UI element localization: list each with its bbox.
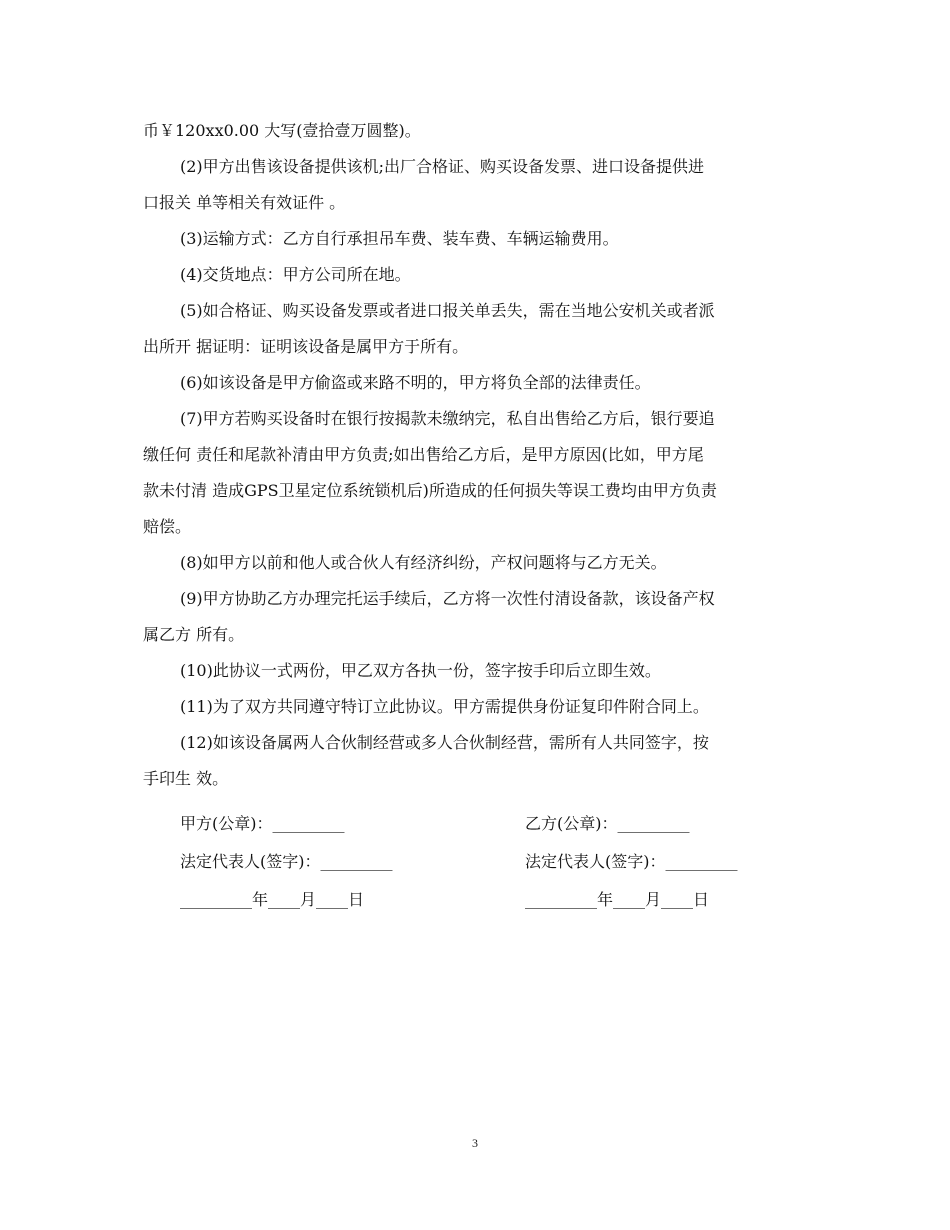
party-b-representative: 法定代表人(签字)：_________ <box>525 852 738 871</box>
party-b-seal: 乙方(公章)：_________ <box>525 814 690 833</box>
party-a-date: _________年____月____日 <box>180 890 365 909</box>
body-line: 币￥120xx0.00 大写(壹拾壹万圆整)。 <box>143 121 421 140</box>
contract-body <box>143 113 808 797</box>
body-line: 口报关 单等相关有效证件 。 <box>143 193 346 212</box>
party-a-representative: 法定代表人(签字)：_________ <box>180 852 393 871</box>
body-line: (11)为了双方共同遵守特订立此协议。甲方需提供身份证复印件附合同上。 <box>180 697 709 716</box>
body-line: (8)如甲方以前和他人或合伙人有经济纠纷，产权问题将与乙方无关。 <box>180 553 667 572</box>
body-line: (9)甲方协助乙方办理完托运手续后，乙方将一次性付清设备款，该设备产权 <box>180 589 715 608</box>
party-a-seal: 甲方(公章)：_________ <box>180 814 345 833</box>
body-line: (3)运输方式：乙方自行承担吊车费、装车费、车辆运输费用。 <box>180 229 619 248</box>
page-number: 3 <box>472 1136 478 1150</box>
body-line: (12)如该设备属两人合伙制经营或多人合伙制经营，需所有人共同签字，按 <box>180 733 709 752</box>
body-line: (10)此协议一式两份，甲乙双方各执一份，签字按手印后立即生效。 <box>180 661 661 680</box>
party-b-signature-block <box>525 805 845 919</box>
party-a-signature-block <box>180 805 500 919</box>
body-line: 手印生 效。 <box>143 769 229 788</box>
body-line: (4)交货地点：甲方公司所在地。 <box>180 265 411 284</box>
body-line: (5)如合格证、购买设备发票或者进口报关单丢失，需在当地公安机关或者派 <box>180 301 715 320</box>
body-line: 出所开 据证明：证明该设备是属甲方于所有。 <box>143 337 469 356</box>
body-line: 属乙方 所有。 <box>143 625 245 644</box>
body-line: 款未付清 造成GPS卫星定位系统锁机后)所造成的任何损失等误工费均由甲方负责 <box>143 481 717 500</box>
body-line: 缴任何 责任和尾款补清由甲方负责;如出售给乙方后，是甲方原因(比如，甲方尾 <box>143 445 704 464</box>
body-line: (6)如该设备是甲方偷盗或来路不明的，甲方将负全部的法律责任。 <box>180 373 651 392</box>
body-line: 赔偿。 <box>143 517 192 536</box>
body-line: (7)甲方若购买设备时在银行按揭款未缴纳完，私自出售给乙方后，银行要追 <box>180 409 715 428</box>
body-line: (2)甲方出售该设备提供该机;出厂合格证、购买设备发票、进口设备提供进 <box>180 157 705 176</box>
party-b-date: _________年____月____日 <box>525 890 710 909</box>
